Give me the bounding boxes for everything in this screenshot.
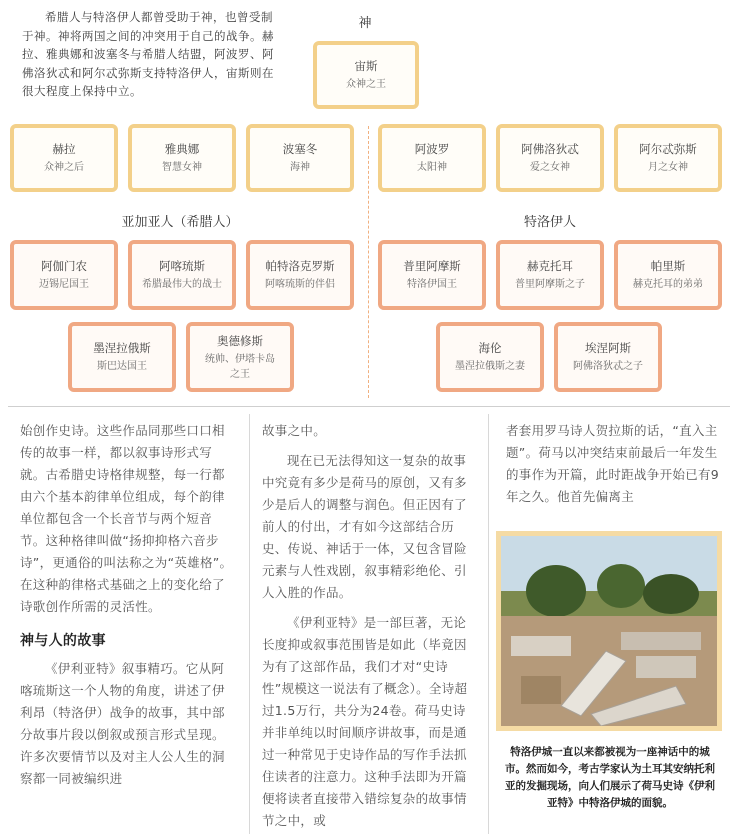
troy-ruins-photo (496, 531, 722, 731)
card-name: 宙斯 (354, 59, 378, 73)
card-desc: 爱之女神 (530, 162, 570, 173)
card-name: 阿伽门农 (41, 259, 87, 273)
card-paris (614, 240, 722, 310)
side-divider (368, 126, 369, 398)
card-name: 阿波罗 (414, 142, 450, 156)
card-name: 赫拉 (52, 142, 76, 156)
card-desc: 墨涅拉俄斯之妻 (455, 361, 525, 372)
trojans-heading: 特洛伊人 (523, 215, 576, 230)
card-name: 阿喀琉斯 (159, 259, 205, 273)
card-name: 海伦 (478, 341, 502, 355)
photo-caption: 特洛伊城一直以来都被视为一座神话中的城市。然而如今，考古学家认为土耳其安纳托利亚的发掘现场，向人们展示了荷马史诗《伊利亚特》中特洛伊城的面貌。 (505, 746, 715, 809)
card-odysseus (186, 322, 294, 392)
card-hera (10, 124, 118, 192)
achaeans-heading: 亚加亚人（希腊人） (121, 215, 239, 230)
card-desc: 众神之王 (346, 79, 386, 90)
card-zeus (313, 41, 419, 109)
card-apollo (378, 124, 486, 192)
card-name: 阿尔忒弥斯 (639, 142, 697, 156)
card-achilles (128, 240, 236, 310)
card-name: 阿佛洛狄忒 (521, 142, 579, 156)
card-desc: 阿喀琉斯的伴侣 (265, 279, 335, 290)
card-agamemnon (10, 240, 118, 310)
card-desc: 迈锡尼国王 (39, 279, 89, 290)
column-rule (488, 414, 489, 834)
gods-heading: 神 (358, 16, 372, 31)
card-desc: 月之女神 (648, 162, 688, 173)
card-desc: 赫克托耳的弟弟 (633, 279, 703, 290)
paragraph: 《伊利亚特》叙事精巧。它从阿喀琉斯这一个人物的角度，讲述了伊利昂（特洛伊）战争的故事，其中部分故事片段以倒叙或预言形式呈现。许多次要情节以及对主人公人生的洞察都一同被编织进 (20, 661, 225, 786)
card-desc: 太阳神 (417, 162, 447, 173)
card-desc: 统帅、伊塔卡岛之王 (205, 353, 275, 380)
card-name: 墨涅拉俄斯 (93, 341, 151, 355)
card-hector (496, 240, 604, 310)
text-column-1 (20, 420, 236, 790)
section-divider (8, 406, 730, 407)
card-desc: 众神之后 (44, 162, 84, 173)
card-helen (436, 322, 544, 392)
card-poseidon (246, 124, 354, 192)
section-heading: 神与人的故事 (20, 633, 106, 649)
paragraph: 《伊利亚特》是一部巨著，无论长度抑或叙事范围皆是如此（毕竟因为有了这部作品，我们才对“史诗性”规模这一说法有了概念）。全诗超过1.5万行，共分为24卷。荷马史诗并非单纯以时间顺序讲故事，而是通过一种常见于史诗作品的写作手法抓住读者的注意力。这种手法即为开篇便将读者直接带入错综复杂的故事情节之中，或 (262, 615, 468, 828)
card-desc: 智慧女神 (162, 162, 202, 173)
card-desc: 阿佛洛狄忒之子 (573, 361, 643, 372)
text-column-2 (262, 420, 476, 832)
card-desc: 特洛伊国王 (407, 279, 457, 290)
card-aeneas (554, 322, 662, 392)
card-name: 雅典娜 (164, 142, 200, 156)
card-desc: 普里阿摩斯之子 (515, 279, 585, 290)
card-name: 埃涅阿斯 (585, 341, 631, 355)
card-name: 奥德修斯 (217, 333, 263, 348)
card-athena (128, 124, 236, 192)
intro-paragraph: 希腊人与特洛伊人都曾受助于神，也曾受制于神。神将两国之间的冲突用于自己的战争。赫拉、雅典娜和波塞冬与希腊人结盟，阿波罗、阿佛洛狄忒和阿尔忒弥斯支持特洛伊人，宙斯则在很大程度上保持中立。 (22, 10, 274, 98)
card-name: 帕里斯 (650, 259, 686, 273)
card-artemis (614, 124, 722, 192)
card-desc: 斯巴达国王 (97, 361, 147, 372)
card-desc: 希腊最伟大的战士 (142, 279, 222, 290)
card-menelaus (68, 322, 176, 392)
card-name: 波塞冬 (282, 142, 318, 156)
card-name: 普里阿摩斯 (403, 259, 461, 273)
paragraph: 始创作史诗。这些作品同那些口口相传的故事一样，都以叙事诗形式写就。古希腊史诗格律规整，每一行都由六个基本韵律单位组成，每个韵律单位都包含一个长音节与两个短音节。这种格律叫做“扬抑抑格六音步诗”，更通俗的叫法称之为“英雄格”。在这种韵律格式基础之上的变化给了诗歌创作所需的灵活性。 (20, 423, 233, 614)
ruins-illustration (501, 536, 717, 726)
card-name: 赫克托耳 (527, 259, 573, 273)
card-priam (378, 240, 486, 310)
paragraph: 故事之中。 (262, 423, 327, 438)
text-column-3 (506, 420, 722, 508)
card-name: 帕特洛克罗斯 (265, 259, 335, 273)
paragraph: 者套用罗马诗人贺拉斯的话，“直入主题”。荷马以冲突结束前最后一年发生的事作为开篇，此时距战争开始已有9年之久。他首先偏离主 (506, 423, 720, 504)
card-patroclus (246, 240, 354, 310)
paragraph: 现在已无法得知这一复杂的故事中究竟有多少是荷马的原创，又有多少是后人的调整与润色。但正因有了前人的付出，才有如今这部结合历史、传说、神话于一体，又包含冒险元素与人性戏剧，叙事精彩绝伦、引人入胜的作品。 (262, 453, 467, 600)
column-rule (249, 414, 250, 834)
card-desc: 海神 (290, 162, 310, 173)
card-aphrodite (496, 124, 604, 192)
